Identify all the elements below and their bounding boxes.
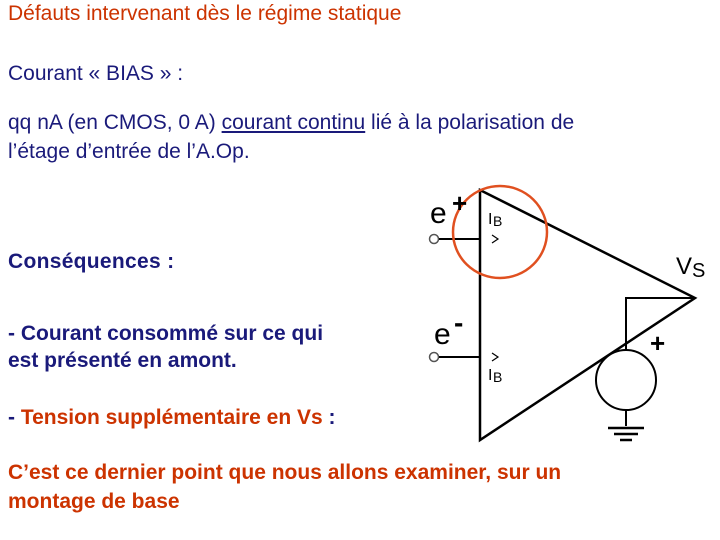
e-minus-label: e [434,318,451,351]
e-minus-sign: - [454,307,464,338]
source-plus-sign: + [650,328,666,358]
voltage-source [596,350,656,410]
ib-top-arrow [492,235,498,243]
point2-colon: : [322,406,336,429]
ib-top-label: I [488,211,493,228]
slide-title: Défauts intervenant dès le régime statique [8,2,402,25]
description-suffix: lié à la polarisation de [365,111,575,134]
consequence-point-1 [8,320,323,374]
ib-bottom-subscript: B [493,369,503,385]
conclusion-line2: montage de base [8,490,180,513]
description-line2: l’étage d’entrée de l’A.Op. [8,140,250,163]
point2-dash: - [8,406,21,429]
vs-label: V [676,253,693,280]
conclusion-text [8,458,561,516]
opamp-bias-diagram [410,180,720,450]
ib-top-subscript: B [493,213,503,229]
point2-text: Tension supplémentaire en Vs [20,406,323,429]
input-minus-terminal [430,353,439,362]
e-plus-sign: + [452,188,468,218]
consequences-heading: Conséquences : [8,250,175,273]
description-prefix: qq nA (en CMOS, 0 A) [8,111,222,134]
bias-description [8,108,574,166]
description-underlined: courant continu [221,111,366,134]
ground-symbol [608,428,644,440]
ib-bottom-arrow [492,353,498,361]
e-plus-label: e [430,197,447,230]
ib-bottom-label: I [488,367,493,384]
point1-line1: - Courant consommé sur ce qui [8,322,324,345]
consequence-point-2 [8,406,336,430]
input-plus-terminal [430,235,439,244]
point1-line2: est présenté en amont. [8,349,237,372]
conclusion-line1: C’est ce dernier point que nous allons examiner, sur un [8,461,562,484]
bias-heading: Courant « BIAS » : [8,62,184,85]
opamp-triangle [480,190,695,440]
vs-subscript: S [692,260,706,282]
